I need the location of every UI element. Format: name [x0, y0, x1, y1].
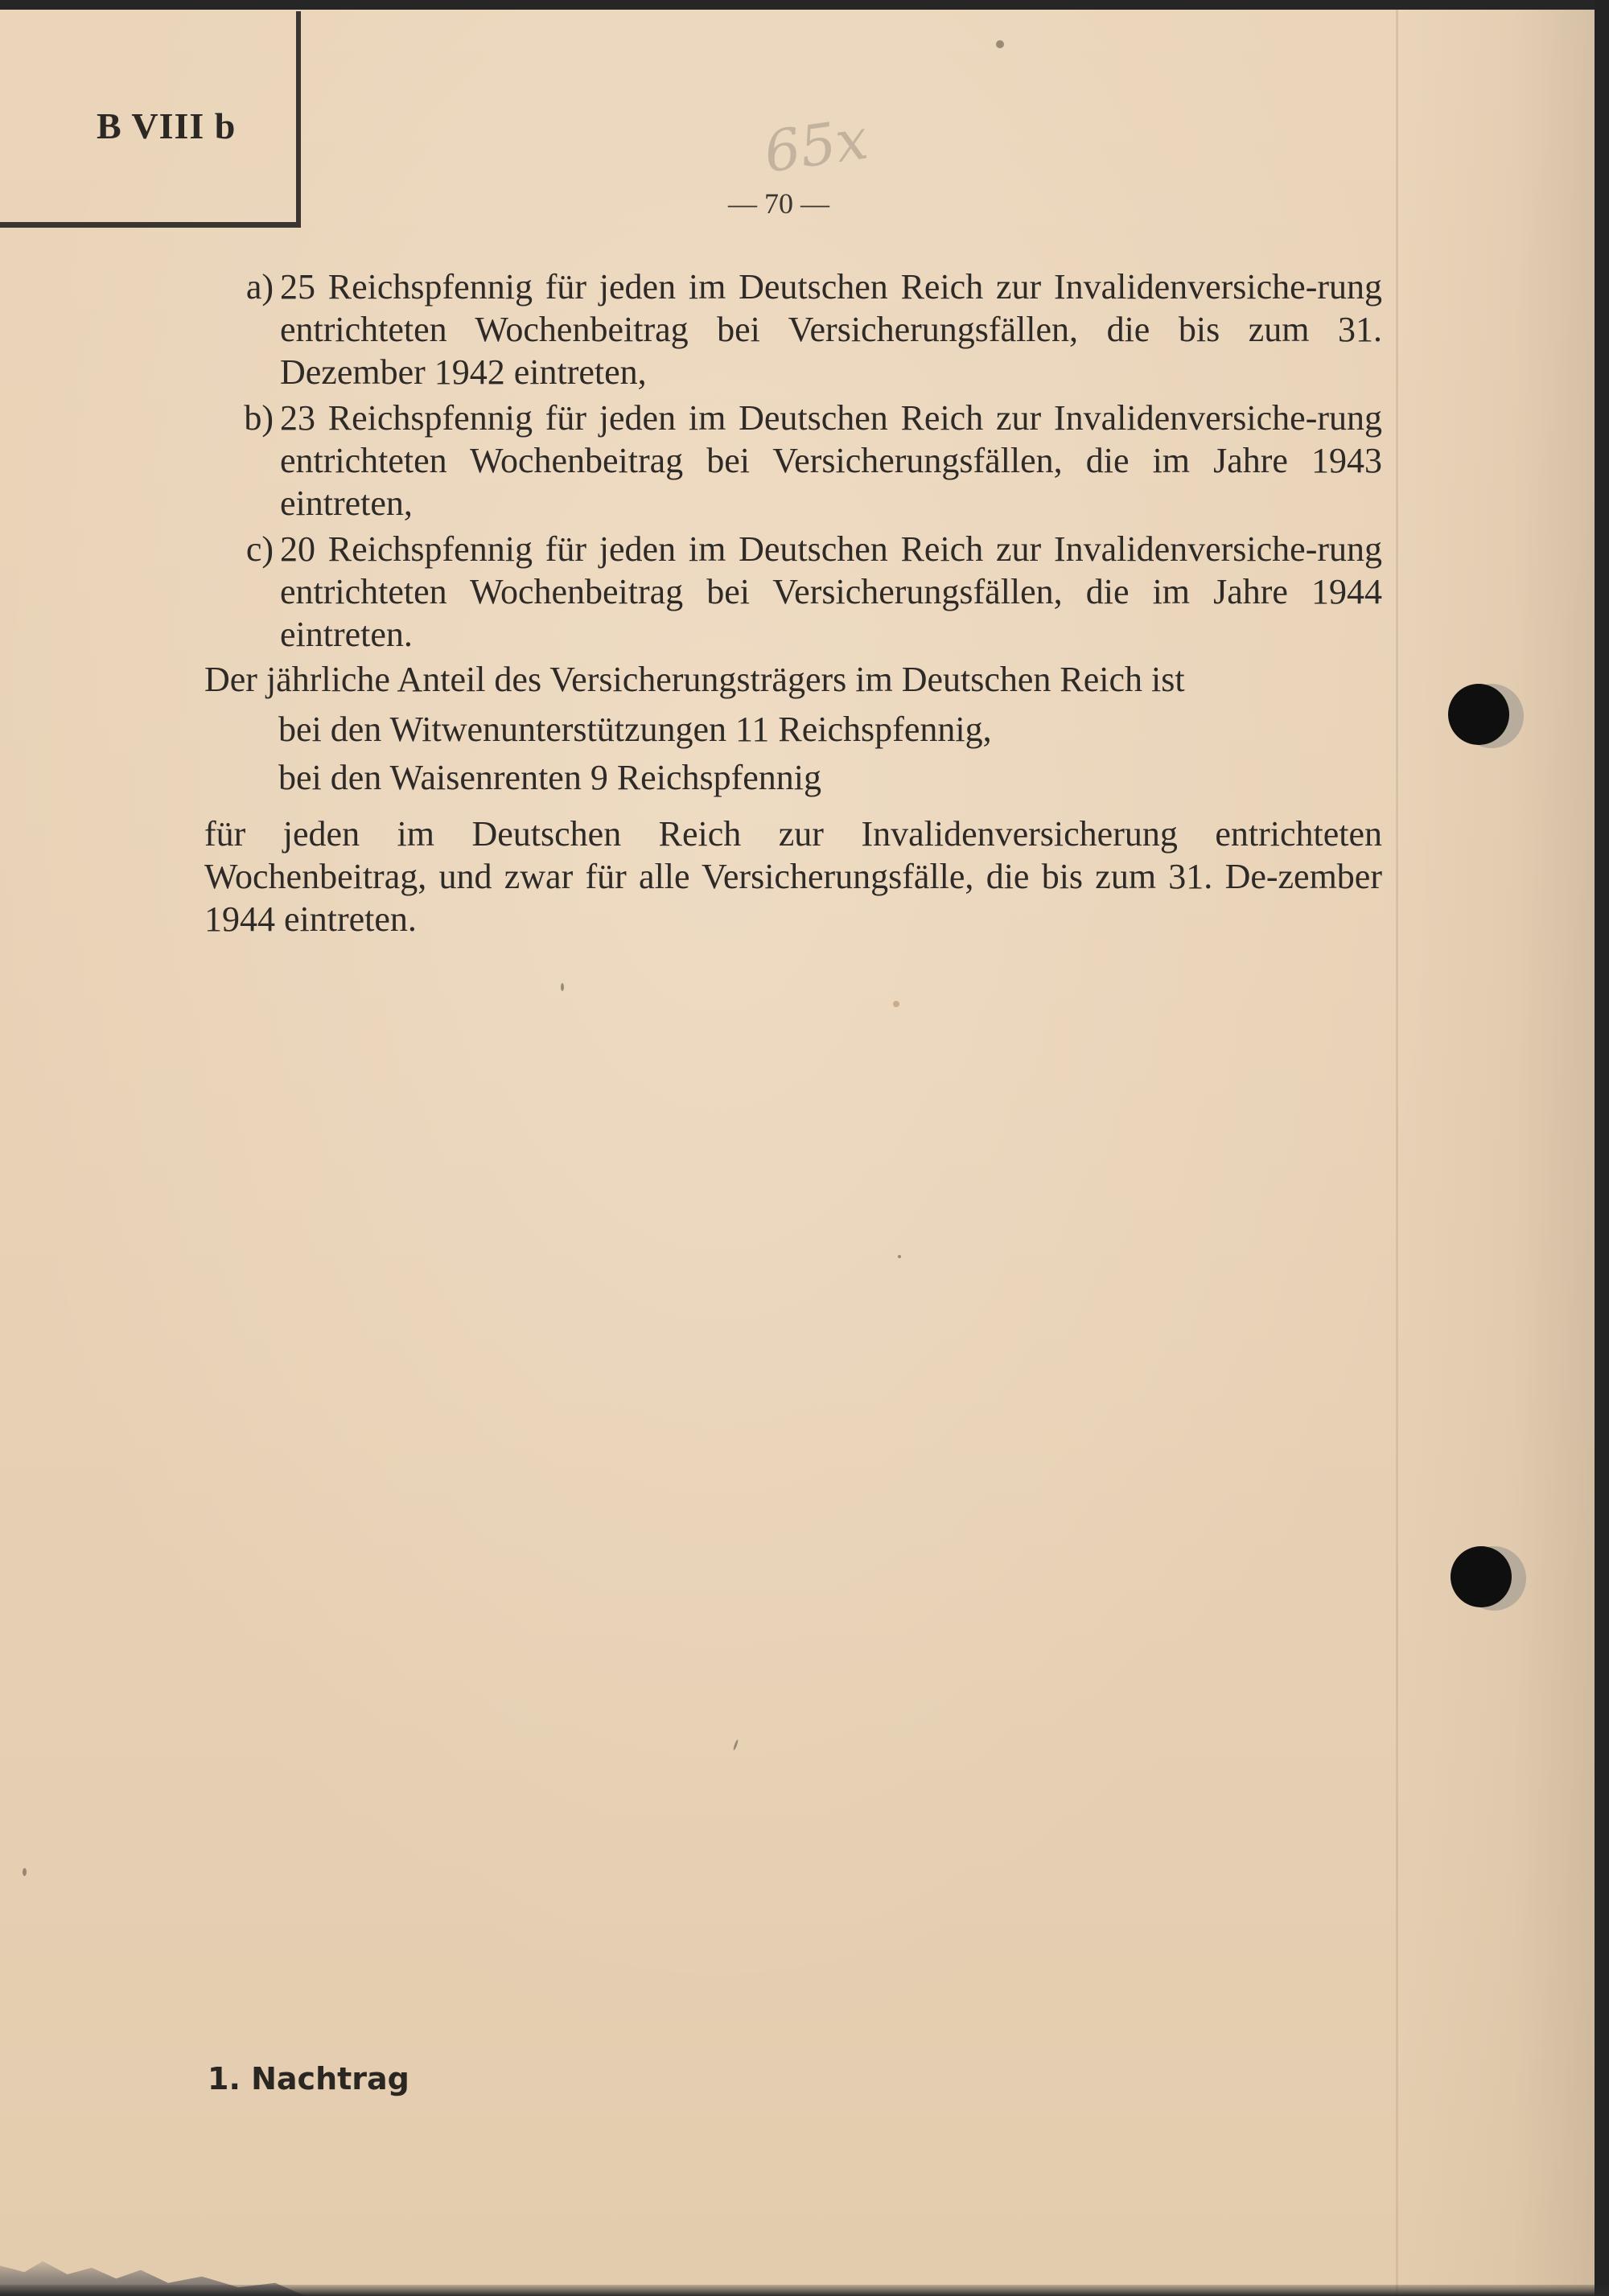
list-item: [232, 397, 1382, 529]
scan-top-edge: [0, 0, 1609, 10]
list-item: [232, 528, 1382, 660]
punch-hole: [1451, 1546, 1512, 1607]
list-item: [232, 265, 1382, 398]
share-paragraph-intro: Der jährliche Anteil des Versicherungsträgers im Deutschen Reich ist: [204, 660, 1185, 699]
scan-right-edge: [1595, 0, 1609, 2296]
paper-shading: [1393, 10, 1595, 2296]
section-code: B VIII b: [97, 105, 237, 146]
orphans-share-line: bei den Waisenrenten 9 Reichspfennig: [278, 758, 821, 797]
pencil-annotation: 65x: [759, 105, 872, 186]
paper-speck: [561, 983, 564, 991]
list-item-marker: a): [245, 267, 274, 307]
paper-speck: [898, 1255, 901, 1258]
punch-hole: [1448, 684, 1509, 745]
list-item-text: 20 Reichspfennig für jeden im Deutschen Reich zur Invalidenversiche-rung entrichteten Wochenbeitrag bei Versicherungsfällen, die im Jahre 1944 eintreten.: [280, 529, 1382, 654]
list-item-text: 25 Reichspfennig für jeden im Deutschen Reich zur Invalidenversiche-rung entrichteten Wochenbeitrag bei Versicherungsfällen, die bis zum 31. Dezember 1942 eintreten,: [280, 267, 1382, 392]
list-item-text: 23 Reichspfennig für jeden im Deutschen Reich zur Invalidenversiche-rung entrichteten Wochenbeitrag bei Versicherungsfällen, die im Jahre 1943 eintreten,: [280, 398, 1382, 523]
paper-fold-line: [1396, 10, 1398, 2296]
list-item-marker: c): [245, 529, 274, 569]
scan-bottom-edge: [0, 2285, 1609, 2296]
supplement-label: 1. Nachtrag: [208, 2061, 409, 2096]
paper-speck: [23, 1868, 27, 1876]
page-number: — 70 —: [728, 187, 829, 220]
widows-share-line: bei den Witwenunterstützungen 11 Reichspfennig,: [278, 710, 992, 749]
list-item-marker: b): [244, 398, 274, 438]
paper-speck: [893, 1001, 899, 1007]
paper-speck: [996, 40, 1004, 48]
share-paragraph-conclusion: für jeden im Deutschen Reich zur Invalidenversicherung entrichteten Wochenbeitrag, und zwar für alle Versicherungsfälle, die bis zum 31. De-zember 1944 eintreten.: [204, 814, 1382, 939]
